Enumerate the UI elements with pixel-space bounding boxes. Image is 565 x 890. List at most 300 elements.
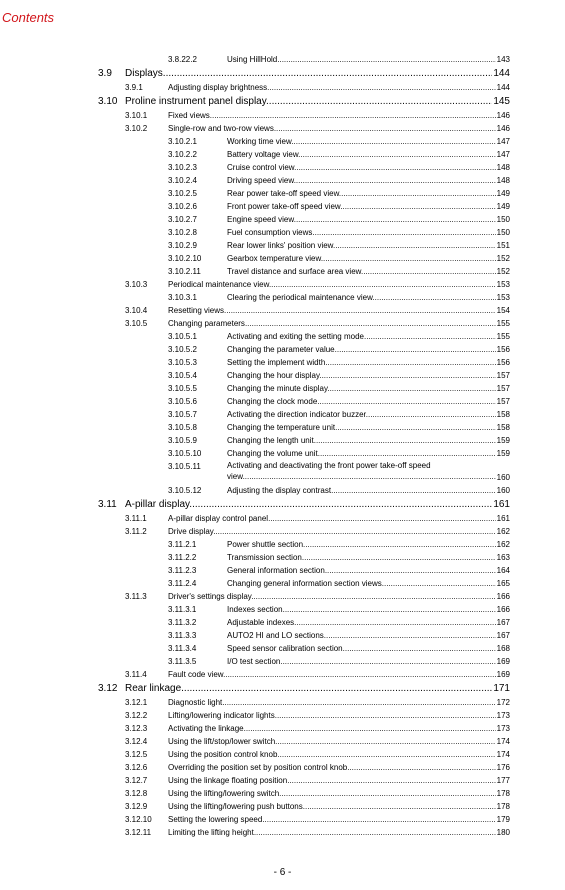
toc-entry-number: 3.10.4 (125, 306, 148, 315)
toc-entry-title (227, 161, 510, 174)
toc-entry[interactable] (0, 53, 565, 66)
toc-entry-title-text: Activating and deactivating the front power take-off speed view (227, 461, 431, 481)
toc-entry-title-text: A-pillar display control panel (168, 514, 269, 523)
toc-dot-leader (298, 150, 510, 159)
toc-entry-number: 3.10.5.6 (168, 397, 197, 406)
toc-entry-number: 3.10.5.1 (168, 332, 197, 341)
toc-entry-title (168, 761, 510, 774)
toc-entry-number: 3.10 (98, 96, 118, 107)
toc-entry-title (227, 551, 510, 564)
toc-entry-title-text: Proline instrument panel display (125, 96, 267, 107)
toc-dot-leader (319, 371, 510, 380)
toc-entry-number: 3.12.8 (125, 789, 148, 798)
toc-dot-leader (244, 724, 510, 733)
toc-entry-number: 3.11.2 (125, 527, 147, 536)
toc-entry-title-text: Resetting views (168, 306, 225, 315)
toc-entry-title-text: Rear lower links' position view (227, 241, 334, 250)
toc-dot-leader (279, 789, 510, 798)
toc-entry[interactable] (0, 317, 565, 330)
toc-entry[interactable] (0, 382, 565, 395)
toc-entry-title-text: Using the lifting/lowering switch (168, 789, 280, 798)
toc-dot-leader (340, 202, 510, 211)
toc-entry-number: 3.10.5.11 (168, 462, 201, 471)
toc-entry-title-text: Adjusting the display contrast (227, 486, 332, 495)
toc-dot-leader (277, 55, 510, 64)
toc-dot-leader (327, 384, 510, 393)
toc-entry-title (227, 148, 510, 161)
toc-dot-leader (302, 553, 510, 562)
toc-entry-number: 3.10.2.7 (168, 215, 197, 224)
toc-entry-title-text: Using the position control knob (168, 750, 278, 759)
toc-entry-title-text: Indexes section (227, 605, 283, 614)
toc-entry-number: 3.11.3.2 (168, 618, 197, 627)
toc-entry[interactable] (0, 395, 565, 408)
toc-entry-title-text: Fixed views (168, 111, 210, 120)
toc-entry-number: 3.12.5 (125, 750, 148, 759)
toc-entry-page: 166 (496, 605, 510, 614)
toc-entry-number: 3.12.1 (125, 698, 148, 707)
toc-entry-page: 161 (493, 499, 510, 510)
toc-dot-leader (361, 267, 510, 276)
toc-entry-page: 148 (496, 176, 510, 185)
toc-entry-number: 3.11.2.3 (168, 566, 197, 575)
toc-dot-leader (222, 698, 510, 707)
toc-dot-leader (303, 802, 510, 811)
toc-dot-leader (333, 241, 510, 250)
toc-entry[interactable] (0, 343, 565, 356)
toc-dot-leader (280, 657, 510, 666)
toc-entry-number: 3.10.2.8 (168, 228, 197, 237)
toc-entry[interactable] (0, 538, 565, 551)
toc-entry[interactable] (0, 761, 565, 774)
toc-entry-title-text: Periodical maintenance view (168, 280, 269, 289)
toc-dot-leader (324, 631, 510, 640)
toc-entry-page: 155 (496, 319, 510, 328)
toc-entry-title-text: Engine speed view (227, 215, 294, 224)
toc-dot-leader (251, 592, 510, 601)
toc-entry[interactable] (0, 356, 565, 369)
toc-dot-leader (314, 436, 510, 445)
toc-entry[interactable] (0, 135, 565, 148)
toc-entry-title (168, 590, 510, 603)
toc-entry-title (168, 722, 510, 735)
toc-dot-leader (275, 737, 510, 746)
toc-dot-leader (287, 776, 510, 785)
toc-entry[interactable] (0, 109, 565, 122)
toc-entry[interactable] (0, 252, 565, 265)
toc-entry[interactable] (0, 81, 565, 94)
toc-dot-leader (347, 763, 510, 772)
toc-entry-title (227, 395, 510, 408)
toc-entry-page: 146 (496, 124, 510, 133)
toc-entry-page: 160 (496, 473, 510, 482)
toc-entry-title-text: Changing the hour display (227, 371, 320, 380)
toc-entry[interactable] (0, 94, 565, 109)
toc-entry-title (168, 278, 510, 291)
toc-dot-leader (267, 83, 510, 92)
toc-entry-title (227, 460, 510, 482)
toc-entry-title (168, 668, 510, 681)
toc-entry[interactable] (0, 813, 565, 826)
toc-entry-title-text: Changing the parameter value (227, 345, 335, 354)
toc-entry-page: 144 (496, 83, 510, 92)
toc-entry-page: 145 (493, 96, 510, 107)
toc-entry-title (227, 382, 510, 395)
toc-entry-page: 156 (496, 345, 510, 354)
toc-dot-leader (269, 280, 510, 289)
toc-entry-title-text: AUTO2 HI and LO sections (227, 631, 324, 640)
toc-entry-title-text: A-pillar display (125, 499, 190, 510)
toc-entry[interactable] (0, 213, 565, 226)
toc-entry-title (227, 291, 510, 304)
toc-entry-title-text: Fault code view (168, 670, 224, 679)
toc-dot-leader (277, 750, 510, 759)
toc-entry-number: 3.10.2 (125, 124, 148, 133)
toc-entry-page: 143 (496, 55, 510, 64)
toc-entry-title-text: Single-row and two-row views (168, 124, 274, 133)
toc-dot-leader (294, 176, 510, 185)
toc-dot-leader (243, 472, 510, 481)
toc-entry[interactable] (0, 722, 565, 735)
toc-entry-title (168, 709, 510, 722)
toc-entry-page: 178 (496, 789, 510, 798)
toc-dot-leader (366, 410, 510, 419)
toc-entry-number: 3.11.2.4 (168, 579, 197, 588)
toc-entry-title-text: Activating and exiting the setting mode (227, 332, 364, 341)
toc-entry-number: 3.11.2.1 (168, 540, 197, 549)
toc-entry-title (168, 787, 510, 800)
toc-entry-title (125, 66, 510, 81)
toc-entry-title-text: Driving speed view (227, 176, 294, 185)
toc-entry-title (125, 681, 510, 696)
toc-entry-title-text: Changing the length unit (227, 436, 314, 445)
toc-entry-page: 162 (496, 540, 510, 549)
toc-entry-number: 3.12.2 (125, 711, 148, 720)
toc-entry-title (227, 135, 510, 148)
toc-entry-title-text: Clearing the periodical maintenance view (227, 293, 373, 302)
toc-entry-title (227, 239, 510, 252)
toc-entry-number: 3.11 (98, 499, 117, 510)
toc-entry-title (227, 408, 510, 421)
toc-entry-number: 3.11.1 (125, 514, 147, 523)
toc-entry-title-text: Speed sensor calibration section (227, 644, 343, 653)
toc-entry[interactable] (0, 774, 565, 787)
toc-entry-title (227, 200, 510, 213)
toc-entry[interactable] (0, 408, 565, 421)
toc-entry-page: 173 (496, 724, 510, 733)
toc-entry-title (227, 447, 510, 460)
toc-entry-number: 3.10.5 (125, 319, 148, 328)
toc-entry-page: 153 (496, 293, 510, 302)
toc-entry-title (168, 800, 510, 813)
toc-entry[interactable] (0, 484, 565, 497)
toc-entry[interactable] (0, 122, 565, 135)
toc-entry-title (168, 304, 510, 317)
toc-entry-number: 3.11.3 (125, 592, 147, 601)
toc-entry-title-text: Rear power take-off speed view (227, 189, 339, 198)
toc-entry-page: 150 (496, 228, 510, 237)
toc-dot-leader (224, 306, 510, 315)
toc-entry-page: 147 (496, 137, 510, 146)
toc-entry-title-text: Adjusting display brightness (168, 83, 268, 92)
toc-entry[interactable] (0, 735, 565, 748)
toc-entry-title (227, 356, 510, 369)
toc-entry-title (168, 813, 510, 826)
toc-dot-leader (317, 397, 510, 406)
toc-entry-page: 167 (496, 618, 510, 627)
toc-entry-title (168, 696, 510, 709)
toc-dot-leader (382, 579, 510, 588)
toc-entry-title (227, 564, 510, 577)
toc-entry[interactable] (0, 748, 565, 761)
toc-entry-page: 155 (496, 332, 510, 341)
toc-entry[interactable] (0, 590, 565, 603)
toc-entry-title (168, 735, 510, 748)
toc-entry-title (227, 53, 510, 66)
toc-dot-leader (294, 163, 510, 172)
toc-entry-page: 157 (496, 371, 510, 380)
toc-entry-title-text: Battery voltage view (227, 150, 299, 159)
toc-entry-page: 171 (493, 683, 510, 694)
toc-entry[interactable] (0, 696, 565, 709)
toc-entry-number: 3.12.11 (125, 828, 152, 837)
toc-entry-number: 3.10.1 (125, 111, 148, 120)
toc-entry-page: 144 (493, 68, 510, 79)
toc-entry[interactable] (0, 668, 565, 681)
toc-dot-leader (213, 527, 510, 536)
toc-entry[interactable] (0, 787, 565, 800)
toc-entry[interactable] (0, 447, 565, 460)
toc-entry-title-text: Changing the minute display (227, 384, 328, 393)
toc-dot-leader (268, 514, 510, 523)
toc-entry-title (227, 421, 510, 434)
toc-entry-title-text: Changing general information section views (227, 579, 382, 588)
toc-dot-leader (321, 254, 510, 263)
toc-entry-title-text: Displays (125, 68, 163, 79)
toc-entry-title (125, 94, 510, 109)
toc-entry-number: 3.10.5.9 (168, 436, 197, 445)
toc-entry-number: 3.12.4 (125, 737, 148, 746)
toc-entry-title-text: Limiting the lifting height (168, 828, 254, 837)
toc-dot-leader (262, 815, 510, 824)
toc-entry-title (227, 174, 510, 187)
toc-entry-title (168, 512, 510, 525)
toc-entry-page: 178 (496, 802, 510, 811)
toc-entry-title (168, 748, 510, 761)
toc-entry-page: 165 (496, 579, 510, 588)
toc-entry-title-text: Transmission section (227, 553, 302, 562)
toc-entry[interactable] (0, 800, 565, 813)
toc-entry-title-text: Cruise control view (227, 163, 295, 172)
toc-entry-title (227, 226, 510, 239)
toc-entry-page: 177 (496, 776, 510, 785)
toc-entry[interactable] (0, 460, 565, 484)
toc-entry-title (227, 265, 510, 278)
toc-entry-title (227, 330, 510, 343)
toc-dot-leader (343, 644, 510, 653)
toc-entry-number: 3.10.5.2 (168, 345, 197, 354)
toc-entry-title-text: Changing the clock mode (227, 397, 318, 406)
toc-entry-title (168, 81, 510, 94)
toc-entry[interactable] (0, 826, 565, 839)
toc-dot-leader (189, 499, 510, 510)
toc-entry-number: 3.11.4 (125, 670, 147, 679)
toc-entry-page: 168 (496, 644, 510, 653)
toc-dot-leader (283, 605, 510, 614)
toc-entry[interactable] (0, 330, 565, 343)
toc-entry-page: 147 (496, 150, 510, 159)
toc-entry-page: 174 (496, 737, 510, 746)
toc-entry-page: 152 (496, 254, 510, 263)
toc-entry-number: 3.9 (98, 68, 112, 79)
toc-entry[interactable] (0, 681, 565, 696)
toc-entry-number: 3.10.2.9 (168, 241, 197, 250)
toc-entry-number: 3.11.3.1 (168, 605, 197, 614)
toc-dot-leader (372, 293, 510, 302)
toc-entry[interactable] (0, 629, 565, 642)
toc-entry-number: 3.10.5.3 (168, 358, 197, 367)
toc-dot-leader (275, 711, 510, 720)
toc-entry-page: 148 (496, 163, 510, 172)
toc-dot-leader (364, 332, 510, 341)
toc-dot-leader (274, 124, 510, 133)
toc-entry[interactable] (0, 603, 565, 616)
toc-dot-leader (303, 540, 510, 549)
toc-entry-title-text: Overriding the position set by position control knob (168, 763, 348, 772)
toc-dot-leader (312, 228, 510, 237)
toc-entry-number: 3.12.10 (125, 815, 152, 824)
toc-entry-page: 174 (496, 750, 510, 759)
toc-entry-page: 169 (496, 670, 510, 679)
toc-dot-leader (223, 670, 510, 679)
toc-entry[interactable] (0, 551, 565, 564)
toc-entry-page: 153 (496, 280, 510, 289)
toc-entry[interactable] (0, 369, 565, 382)
toc-dot-leader (294, 215, 510, 224)
toc-entry-page: 159 (496, 449, 510, 458)
toc-entry-page: 159 (496, 436, 510, 445)
toc-entry-number: 3.10.2.1 (168, 137, 197, 146)
toc-entry-title (168, 317, 510, 330)
toc-entry-title-text: Using the linkage floating position (168, 776, 288, 785)
toc-dot-leader (294, 618, 510, 627)
toc-entry[interactable] (0, 512, 565, 525)
toc-dot-leader (245, 319, 510, 328)
toc-entry-title-text: Setting the implement width (227, 358, 326, 367)
toc-entry[interactable] (0, 161, 565, 174)
toc-entry-number: 3.9.1 (125, 83, 143, 92)
toc-entry-title-text: Front power take-off speed view (227, 202, 341, 211)
toc-dot-leader (210, 111, 510, 120)
toc-entry-page: 180 (496, 828, 510, 837)
toc-entry[interactable] (0, 497, 565, 512)
toc-entry-title-text: Activating the linkage (168, 724, 244, 733)
toc-entry[interactable] (0, 239, 565, 252)
toc-entry-number: 3.11.3.4 (168, 644, 197, 653)
toc-entry[interactable] (0, 564, 565, 577)
toc-entry-title (227, 616, 510, 629)
toc-entry-title (227, 343, 510, 356)
toc-dot-leader (325, 358, 510, 367)
toc-entry-title-text: Driver's settings display (168, 592, 252, 601)
toc-entry-number: 3.10.2.6 (168, 202, 197, 211)
toc-entry-number: 3.11.3.3 (168, 631, 197, 640)
toc-entry[interactable] (0, 200, 565, 213)
toc-entry-title (227, 538, 510, 551)
toc-entry-page: 149 (496, 202, 510, 211)
toc-entry-title-text: Rear linkage (125, 683, 182, 694)
toc-entry[interactable] (0, 187, 565, 200)
toc-entry-title-text: Using the lift/stop/lower switch (168, 737, 276, 746)
toc-entry-page: 162 (496, 527, 510, 536)
toc-entry-page: 176 (496, 763, 510, 772)
toc-entry[interactable] (0, 577, 565, 590)
toc-entry-number: 3.10.2.4 (168, 176, 197, 185)
toc-entry-page: 172 (496, 698, 510, 707)
toc-entry-page: 167 (496, 631, 510, 640)
toc-entry-number: 3.10.2.2 (168, 150, 197, 159)
toc-entry-page: 161 (496, 514, 510, 523)
toc-entry[interactable] (0, 421, 565, 434)
toc-entry-title-text: Working time view (227, 137, 292, 146)
toc-entry[interactable] (0, 525, 565, 538)
toc-dot-leader (325, 566, 510, 575)
toc-entry-title (227, 252, 510, 265)
toc-entry-number: 3.10.2.11 (168, 267, 201, 276)
toc-entry-page: 173 (496, 711, 510, 720)
toc-dot-leader (318, 449, 510, 458)
toc-entry-title (227, 213, 510, 226)
toc-entry-title-text: Changing the temperature unit (227, 423, 336, 432)
toc-entry[interactable] (0, 148, 565, 161)
toc-entry-number: 3.10.3 (125, 280, 148, 289)
toc-entry-page: 149 (496, 189, 510, 198)
toc-entry-title-text: Setting the lowering speed (168, 815, 263, 824)
toc-entry[interactable] (0, 291, 565, 304)
page-header-title: Contents (2, 10, 55, 25)
toc-entry-page: 158 (496, 410, 510, 419)
toc-entry[interactable] (0, 66, 565, 81)
toc-entry[interactable] (0, 265, 565, 278)
toc-dot-leader (291, 137, 510, 146)
toc-entry[interactable] (0, 304, 565, 317)
toc-entry[interactable] (0, 278, 565, 291)
toc-entry[interactable] (0, 434, 565, 447)
toc-entry-title (227, 629, 510, 642)
toc-entry-page: 158 (496, 423, 510, 432)
toc-entry-title (227, 434, 510, 447)
toc-entry-title-text: Fuel consumption views (227, 228, 313, 237)
toc-entry-number: 3.11.3.5 (168, 657, 197, 666)
toc-entry[interactable] (0, 655, 565, 668)
toc-entry-number: 3.12.3 (125, 724, 148, 733)
toc-entry-number: 3.12 (98, 683, 118, 694)
toc-dot-leader (254, 828, 510, 837)
toc-entry-page: 151 (496, 241, 510, 250)
toc-dot-leader (163, 68, 510, 79)
toc-entry-title-text: General information section (227, 566, 325, 575)
toc-entry[interactable] (0, 709, 565, 722)
toc-dot-leader (181, 683, 510, 694)
toc-entry-title (168, 109, 510, 122)
toc-entry[interactable] (0, 642, 565, 655)
toc-entry-number: 3.11.2.2 (168, 553, 197, 562)
toc-entry[interactable] (0, 616, 565, 629)
toc-entry[interactable] (0, 226, 565, 239)
toc-entry[interactable] (0, 174, 565, 187)
toc-entry-page: 163 (496, 553, 510, 562)
toc-entry-title-text: Activating the direction indicator buzzer (227, 410, 366, 419)
